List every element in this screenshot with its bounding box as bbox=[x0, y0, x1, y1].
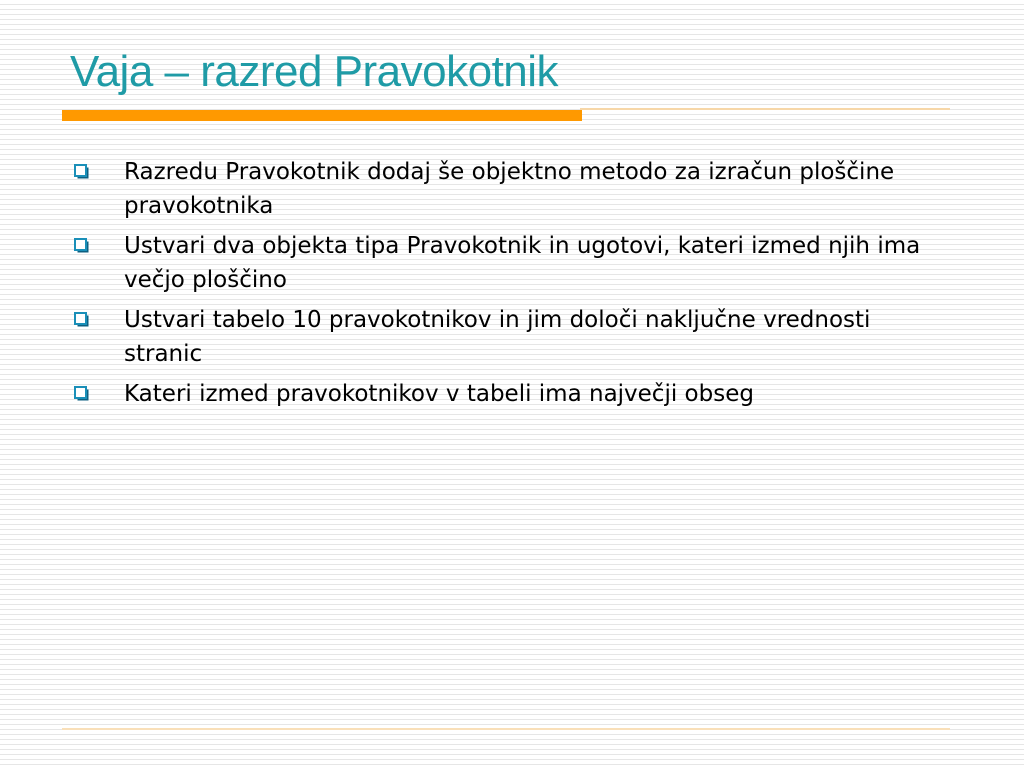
checkbox-square-icon bbox=[74, 312, 90, 328]
bullet-item bbox=[74, 303, 954, 371]
title-underline-accent-bar bbox=[62, 110, 582, 121]
bullet-text: Kateri izmed pravokotnikov v tabeli ima največji obseg bbox=[124, 381, 754, 407]
bullet-item bbox=[74, 229, 954, 297]
checkbox-square-icon bbox=[74, 238, 90, 254]
bullet-text: Ustvari tabelo 10 pravokotnikov in jim določi naključne vrednosti stranic bbox=[124, 307, 871, 367]
bullet-item bbox=[74, 377, 954, 411]
checkbox-square-icon bbox=[74, 386, 90, 402]
bullet-text: Ustvari dva objekta tipa Pravokotnik in ugotovi, kateri izmed njih ima večjo ploščino bbox=[124, 233, 921, 293]
bullet-item bbox=[74, 155, 954, 223]
title-underline-thin bbox=[580, 108, 950, 110]
bullet-list bbox=[74, 155, 954, 417]
slide-title: Vaja – razred Pravokotnik bbox=[70, 47, 559, 96]
checkbox-square-icon bbox=[74, 164, 90, 180]
footer-divider bbox=[62, 728, 950, 730]
bullet-text: Razredu Pravokotnik dodaj še objektno metodo za izračun ploščine pravokotnika bbox=[124, 159, 895, 219]
